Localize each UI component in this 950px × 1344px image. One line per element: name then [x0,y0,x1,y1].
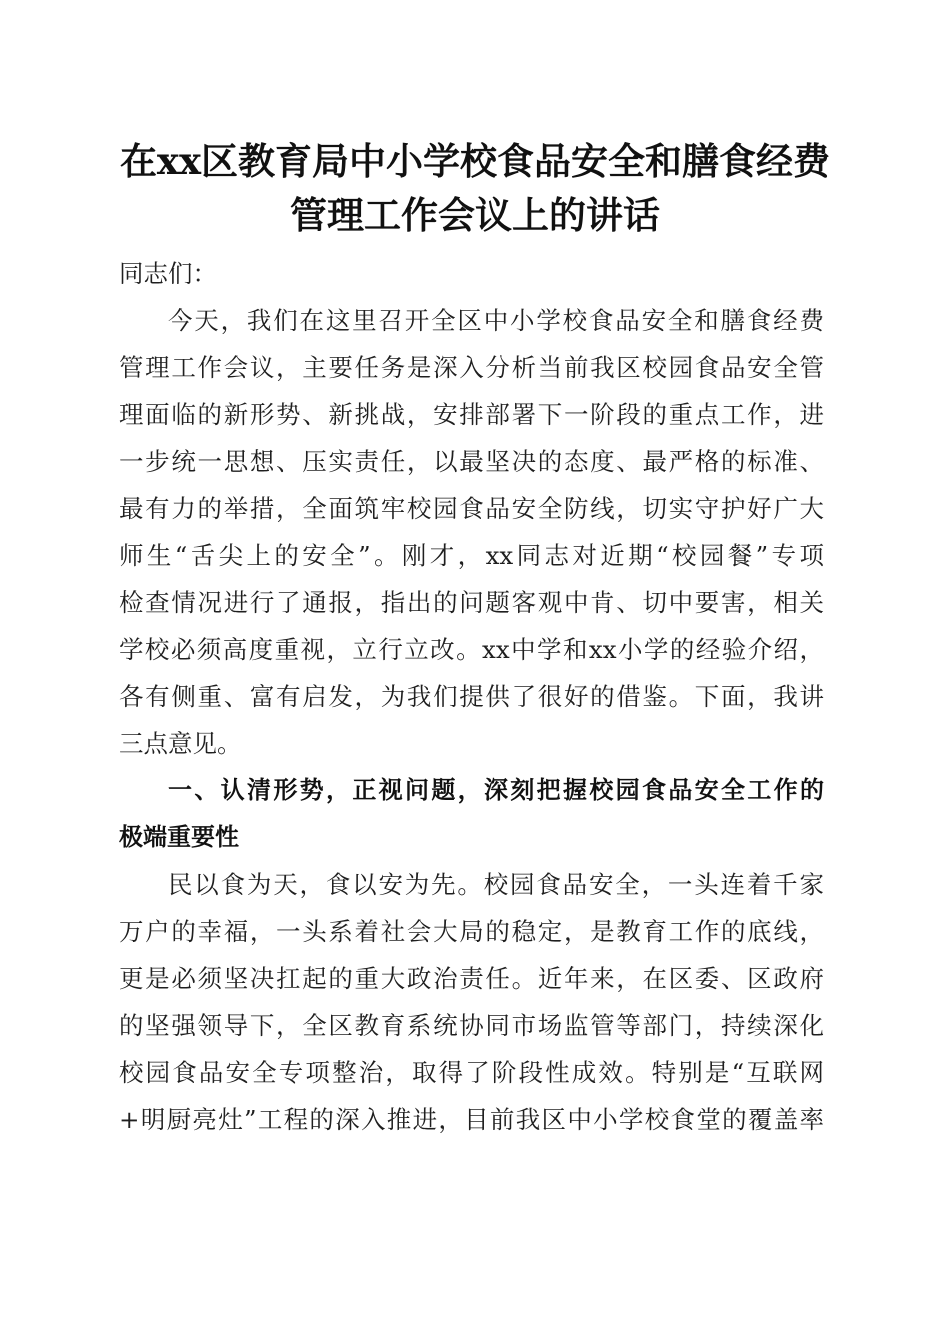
heading-line: 一、认清形势，正视问题，深刻把握校园食品安全工作的 [168,776,824,804]
paragraph-line: 学校必须高度重视，立行立改。xx中学和xx小学的经验介绍， [119,635,824,664]
paragraph-line: 各有侧重、富有启发，为我们提供了很好的借鉴。下面，我讲 [119,682,824,711]
paragraph-line: 一步统一思想、压实责任，以最坚决的态度、最严格的标准、 [119,447,824,476]
paragraph-section-1 [119,861,824,1143]
title-line-1: 在xx区教育局中小学校食品安全和膳食经费 [119,139,831,183]
paragraph-line: 最有力的举措，全面筑牢校园食品安全防线，切实守护好广大 [119,494,824,523]
paragraph-line: 理面临的新形势、新挑战，安排部署下一阶段的重点工作，进 [119,400,824,429]
title-line-2: 管理工作会议上的讲话 [290,193,660,237]
document-body [119,250,824,1143]
paragraph-line: 的坚强领导下，全区教育系统协同市场监管等部门，持续深化 [119,1011,824,1040]
paragraph-intro [119,297,824,767]
paragraph-line: 更是必须坚决扛起的重大政治责任。近年来，在区委、区政府 [119,964,824,993]
section-heading-1 [119,767,824,861]
paragraph-line: 校园食品安全专项整治，取得了阶段性成效。特别是“互联网 [119,1058,824,1087]
paragraph-line: 检查情况进行了通报，指出的问题客观中肯、切中要害，相关 [119,588,824,617]
paragraph-line: 万户的幸福，一头系着社会大局的稳定，是教育工作的底线， [119,917,824,946]
paragraph-line: 管理工作会议，主要任务是深入分析当前我区校园食品安全管 [119,353,824,382]
document-title [100,134,850,242]
heading-line: 极端重要性 [119,823,239,851]
paragraph-line: 三点意见。 [119,729,242,758]
paragraph-line: 民以食为天，食以安为先。校园食品安全，一头连着千家 [168,870,824,899]
salutation: 同志们： [119,259,217,288]
paragraph-line: 师生“舌尖上的安全”。刚才，xx同志对近期“校园餐”专项 [119,541,824,570]
paragraph-line: 今天，我们在这里召开全区中小学校食品安全和膳食经费 [168,306,824,335]
paragraph-line: +明厨亮灶”工程的深入推进，目前我区中小学校食堂的覆盖率 [119,1105,824,1134]
